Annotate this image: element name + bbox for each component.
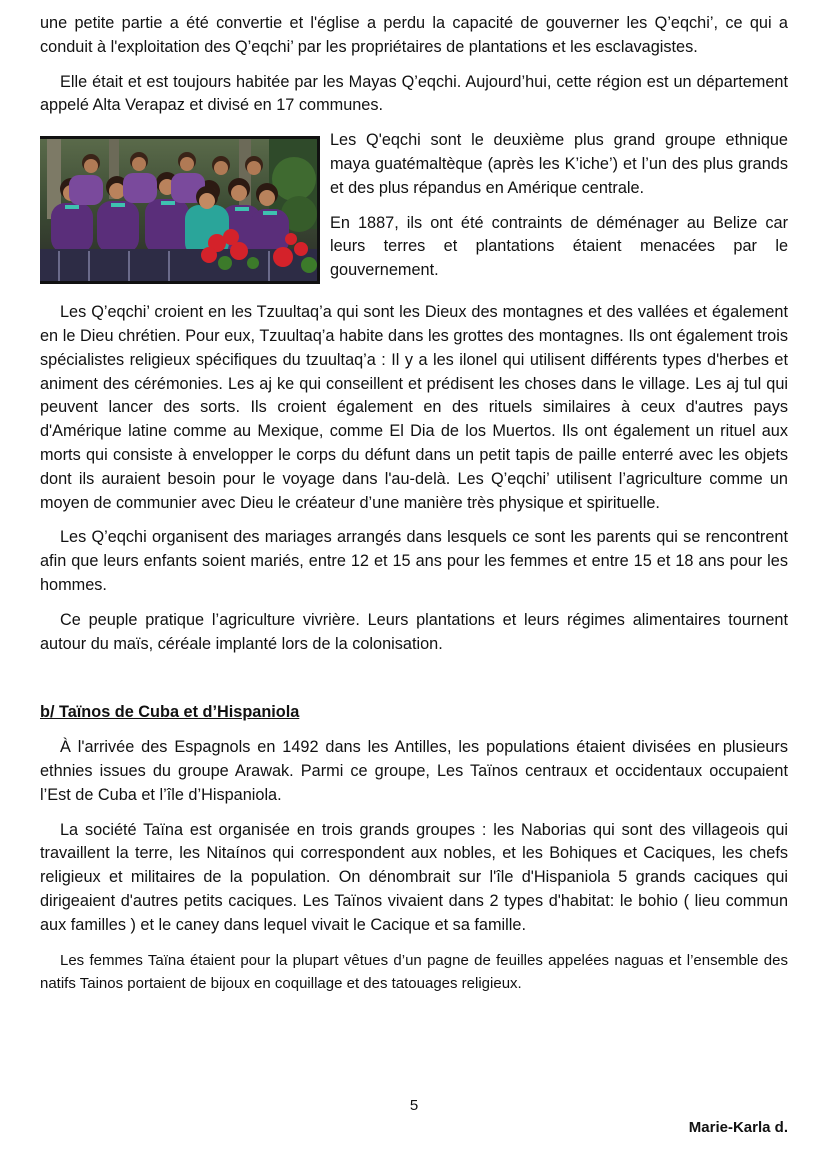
paragraph-1: une petite partie a été convertie et l'église a perdu la capacité de gouverner les Q’eqchi’, ce qui a conduit à l'exploitation des Q’eqchi’ par les propriétaires de plantations et les esclavagistes. xyxy=(40,14,788,56)
group-of-women-photo xyxy=(40,136,320,284)
paragraph-2: Elle était et est toujours habitée par les Mayas Q’eqchi. Aujourd’hui, cette région est un département appelé Alta Verapaz et divisé en 17 communes. xyxy=(40,72,788,115)
figure-block xyxy=(40,129,788,290)
document-page xyxy=(40,12,788,995)
page-number: 5 xyxy=(409,1097,419,1114)
figure-paragraph-2: En 1887, ils ont été contraints de déménager au Belize car leurs terres et plantations étaient menacées par le gouvernement. xyxy=(330,213,788,280)
figure-side-text xyxy=(330,129,788,283)
section-paragraph-2: La société Taïna est organisée en trois grands groupes : les Naborias qui sont des villageois qui travaillent la terre, les Nitaínos qui correspondent aux nobles, et les Bohiques et Caciques, les chefs religieux et militaires de la population. On dénombrait sur l'île d'Hispaniola 5 grands caciques qui dirigeaient d'autres petits caciques. Les Taïnos vivaient dans 2 types d'habitat: le bohio ( lieu commun aux familles ) et le caney dans lequel vivait le Cacique et sa famille. xyxy=(40,820,788,934)
paragraph-4: Les Q’eqchi organisent des mariages arrangés dans lesquels ce sont les parents qui se rencontrent afin que leurs enfants soient mariés, entre 12 et 15 ans pour les femmes et entre 15 et 18 ans pour les hommes. xyxy=(40,528,788,594)
section-paragraph-1: À l'arrivée des Espagnols en 1492 dans les Antilles, les populations étaient divisées en plusieurs ethnies issues du groupe Arawak. Parmi ce groupe, Les Taïnos centraux et occidentaux occupaient l’Est de Cuba et l’île d’Hispaniola. xyxy=(40,738,788,804)
section-paragraph-3: Les femmes Taïna étaient pour la plupart vêtues d’un pagne de feuilles appelées naguas et l’ensemble des natifs Tainos portaient de bijoux en coquillage et des tatouages religieux. xyxy=(40,951,788,992)
paragraph-3: Les Q’eqchi’ croient en les Tzuultaq’a qui sont les Dieux des montagnes et des vallées et également en le Dieu chrétien. Pour eux, Tzuultaq’a habite dans les grottes des montagnes. Ils ont également trois spécialistes religieux spécifiques du tzuultaq’a : Il y a les ilonel qui utilisent différents types d'herbes et animent des cérémonies. Les aj ke qui conseillent et prédisent les choses dans le village. Les aj tul qui peuvent lancer des sorts. Ils croient également en des rituels similaires à ceux d'autres pays d'Amérique latine comme au Mexique, comme El Dia de los Muertos. Ils ont également un rituel aux morts qui consiste à envelopper le corps du défunt dans un petit tapis de paille enterré avec les objets dont ils auraient besoin pour le voyage dans l'au-delà. Les Q’eqchi’ utilisent l’agriculture comme un moyen de communier avec Dieu le créateur d’une manière très physique et spirituelle. xyxy=(40,303,788,512)
section-heading: b/ Taïnos de Cuba et d’Hispaniola xyxy=(40,703,300,722)
paragraph-5: Ce peuple pratique l’agriculture vivrière. Leurs plantations et leurs régimes alimentaires tournent autour du maïs, céréale implanté lors de la colonisation. xyxy=(40,610,788,653)
author-name: Marie-Karla d. xyxy=(688,1119,788,1136)
figure-paragraph-1: Les Q'eqchi sont le deuxième plus grand groupe ethnique maya guatémaltèque (après les K’iche’) et l’un des plus grands et des plus répandus en Amérique centrale. xyxy=(330,131,788,197)
